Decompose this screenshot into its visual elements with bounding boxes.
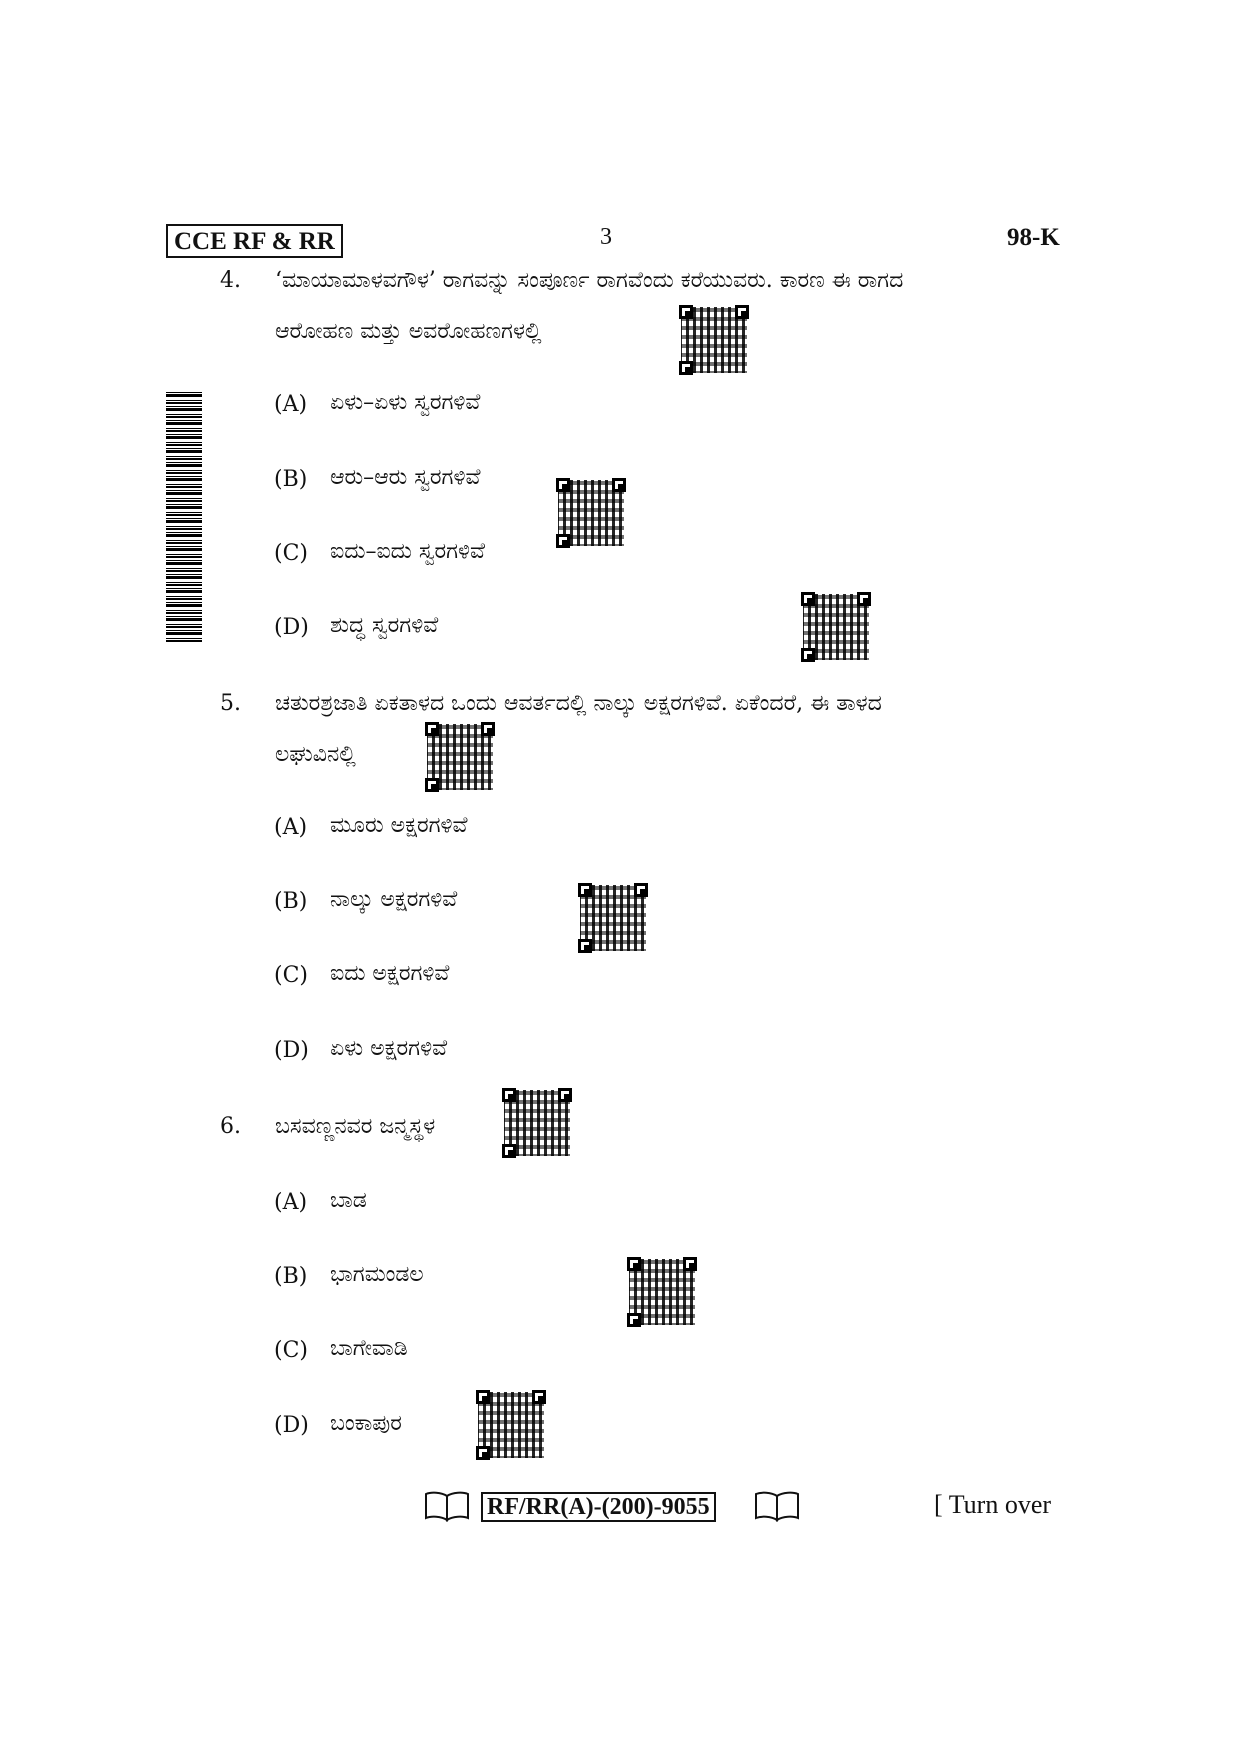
option-letter: (D)	[274, 1413, 309, 1438]
footer-code: RF/RR(A)-(200)-9055	[481, 1492, 716, 1522]
option-text: ಬಾಗೇವಾಡಿ	[330, 1336, 408, 1361]
header-right-code: 98-K	[1007, 224, 1060, 251]
option-text: ಐದು ಅಕ್ಷರಗಳಿವೆ	[330, 961, 450, 986]
option-text: ಬಂಕಾಪುರ	[330, 1411, 402, 1436]
option-letter: (A)	[274, 815, 308, 840]
option-letter: (D)	[274, 1038, 309, 1063]
qr-code-icon	[578, 883, 648, 953]
option-letter: (B)	[274, 1264, 308, 1289]
question-text-line: ಬಸವಣ್ಣನವರ ಜನ್ಮಸ್ಥಳ	[275, 1114, 436, 1139]
option-text: ಏಳು ಅಕ್ಷರಗಳಿವೆ	[330, 1036, 448, 1061]
option-text: ಬಾಡ	[330, 1188, 367, 1213]
qr-code-icon	[679, 305, 749, 375]
question-text-line: ಚತುರಶ್ರಜಾತಿ ಏಕತಾಳದ ಒಂದು ಆವರ್ತದಲ್ಲಿ ನಾಲ್ಕು ಅಕ್ಷರಗಳಿವೆ. ಏಕೆಂದರೆ, ಈ ತಾಳದ	[275, 691, 882, 716]
question-text-line: ‘ಮಾಯಾಮಾಳವಗೌಳ’ ರಾಗವನ್ನು ಸಂಪೂರ್ಣ ರಾಗವೆಂದು ಕರೆಯುವರು. ಕಾರಣ ಈ ರಾಗದ	[275, 268, 904, 293]
option-letter: (C)	[274, 541, 308, 566]
option-text: ಮೂರು ಅಕ್ಷರಗಳಿವೆ	[330, 813, 468, 838]
question-number: 4.	[220, 268, 241, 293]
option-text: ಐದು–ಐದು ಸ್ವರಗಳಿವೆ	[330, 539, 486, 564]
option-text: ನಾಲ್ಕು ಅಕ್ಷರಗಳಿವೆ	[330, 887, 458, 912]
question-text-line: ಆರೋಹಣ ಮತ್ತು ಅವರೋಹಣಗಳಲ್ಲಿ	[275, 319, 542, 344]
option-letter: (C)	[274, 963, 308, 988]
option-text: ಆರು–ಆರು ಸ್ವರಗಳಿವೆ	[330, 465, 481, 490]
option-text: ಶುದ್ಧ ಸ್ವರಗಳಿವೆ	[330, 613, 439, 638]
qr-code-icon	[556, 478, 626, 548]
page-number: 3	[600, 224, 612, 250]
qr-code-icon	[425, 722, 495, 792]
option-letter: (A)	[274, 1190, 308, 1215]
header-left-label: CCE RF & RR	[166, 224, 343, 258]
question-text-line: ಲಘುವಿನಲ್ಲಿ	[275, 742, 356, 767]
barcode-icon	[166, 392, 202, 642]
option-text: ಏಳು–ಏಳು ಸ್ವರಗಳಿವೆ	[330, 390, 481, 415]
qr-code-icon	[476, 1390, 546, 1460]
turn-over-label: [ Turn over	[934, 1490, 1052, 1519]
question-number: 5.	[220, 691, 241, 716]
qr-code-icon	[801, 592, 871, 662]
qr-code-icon	[627, 1257, 697, 1327]
option-letter: (D)	[274, 615, 309, 640]
question-number: 6.	[220, 1114, 241, 1139]
option-letter: (A)	[274, 392, 308, 417]
book-icon	[423, 1490, 471, 1522]
option-text: ಭಾಗಮಂಡಲ	[330, 1262, 424, 1287]
option-letter: (C)	[274, 1338, 308, 1363]
qr-code-icon	[502, 1088, 572, 1158]
option-letter: (B)	[274, 467, 308, 492]
book-icon	[753, 1490, 801, 1522]
option-letter: (B)	[274, 889, 308, 914]
